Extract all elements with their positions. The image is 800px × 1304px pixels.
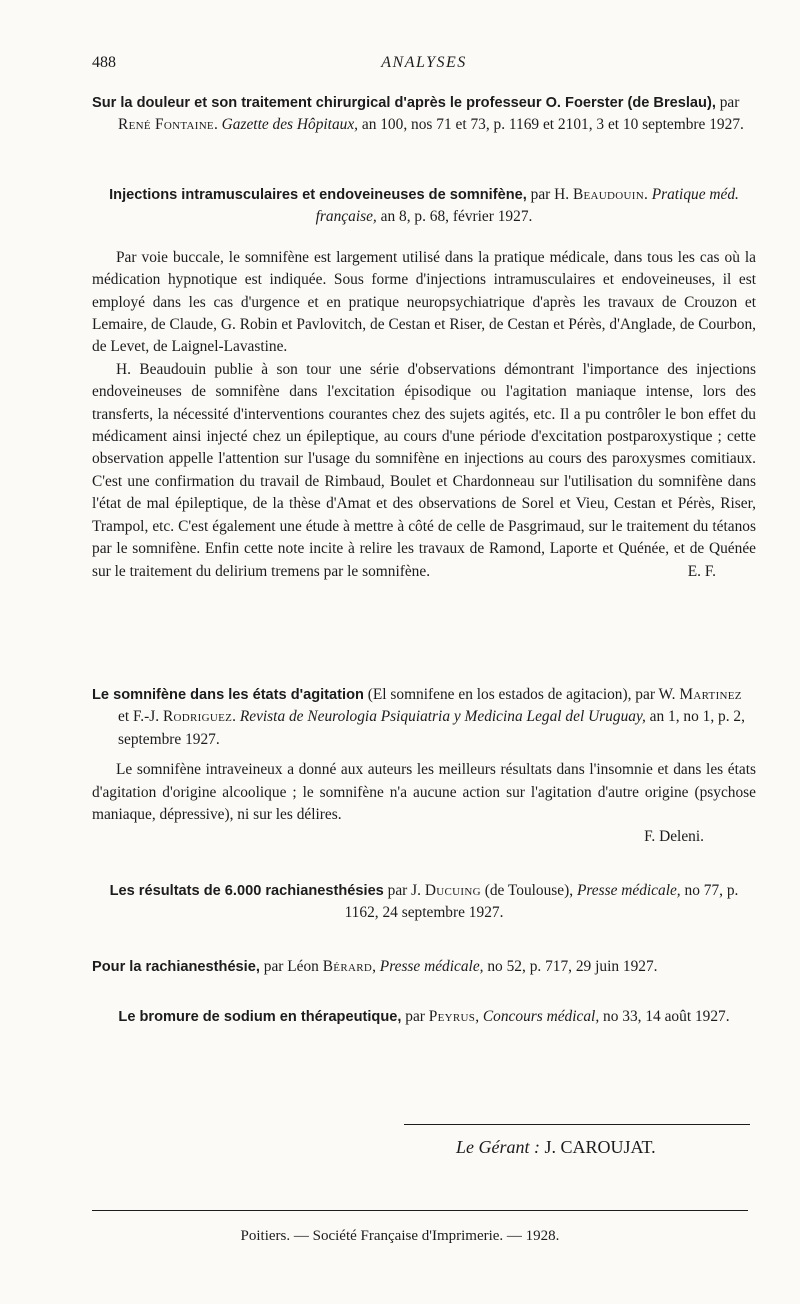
entry-journal: Presse médicale, [576, 882, 681, 899]
entry-author: Martinez [679, 686, 742, 703]
gerant-signature: Le Gérant : J. CAROUJAT. [456, 1137, 656, 1157]
entry-title: Sur la douleur et son traitement chirurgical d'après le professeur O. Foerster (de Breslau), [92, 95, 716, 111]
abstract-paragraph: Par voie buccale, le somnifène est largement utilisé dans la pratique médicale, dans tous les cas où la médication hypnotique est indiquée. Sous forme d'injections intramusculaires et endoveineuses, il est employé dans les cas d'urgence et en pratique neuropsychiatrique d'après les travaux de Crouzon et Lemaire, de Claude, G. Robin et Pavlovitch, de Cestan et Riser, de Cestan et Pérès, d'Anglade, de Courbon, de Levet, de Laignel-Lavastine. [92, 248, 756, 356]
entry-reference: an 1, no 1, p. 2, septembre 1927. [118, 708, 745, 748]
signature: F. Deleni. [644, 828, 704, 846]
entry-title: Les résultats de 6.000 rachianesthésies [109, 883, 384, 899]
page-number: 488 [92, 54, 116, 71]
entry-journal: Gazette des Hôpitaux, [221, 116, 359, 134]
entry-reference: no 33, 14 août 1927. [599, 1008, 730, 1025]
abstract-paragraph: Le somnifène intraveineux a donné aux auteurs les meilleurs résultats dans l'insomnie et dans les états d'agitation d'origine alcoolique ; le somnifène n'a aucune action sur l'agitation d'autre origine (psychose maniaque, dépressive), ni sur les délires. [92, 761, 756, 824]
page-header [92, 54, 756, 78]
entry-author: Rodriguez [162, 708, 233, 726]
footer-rule [92, 1210, 748, 1211]
entry-author: Ducuing [424, 882, 481, 899]
printer-imprint: Poitiers. — Société Française d'Imprimerie. — 1928. [240, 1228, 560, 1244]
entry-peyrus: Le bromure de sodium en thérapeutique, par Peyrus, Concours médical, no 33, 14 août 1927. [118, 1008, 730, 1025]
entry-martinez: Le somnifène dans les états d'agitation (El somnifene en los estados de agitacion), par W. Martinez et F.-J. Rodriguez. Revista de Neurologia Psiquiatria y Medicina Legal del Uruguay, an 1, no 1, p. 2, septembre 1927. Le somnifène intraveineux a donné aux auteurs les meilleurs résultats dans l'insomnie et dans les états d'agitation d'origine alcoolique ; le somnifène n'a aucune action sur l'agitation d'autre origine (psychose maniaque, dépressive), ni sur les délires. F. Deleni. [92, 684, 756, 849]
entry-author: Beaudouin [572, 186, 644, 203]
divider-rule [404, 1124, 750, 1125]
entry-author: Peyrus [428, 1008, 476, 1025]
entry-reference: no 77, p. 1162, 24 septembre 1927. [344, 882, 739, 922]
entry-title: Le somnifène dans les états d'agitation [92, 687, 364, 703]
entry-berard: Pour la rachianesthésie, par Léon Bérard, Presse médicale, no 52, p. 717, 29 juin 1927. [92, 958, 658, 975]
entry-title: Injections intramusculaires et endoveineuses de somnifène, [109, 187, 527, 203]
entry-author: Bérard [322, 958, 373, 975]
entry-journal: Presse médicale, [379, 958, 484, 975]
entry-foerster: Sur la douleur et son traitement chirurgical d'après le professeur O. Foerster (de Breslau), par René Fontaine. Gazette des Hôpitaux, an 100, nos 71 et 73, p. 1169 et 2101, 3 et 10 septembre 1927. [92, 94, 744, 134]
entry-reference: an 8, p. 68, février 1927. [376, 208, 533, 226]
entry-reference: no 52, p. 717, 29 juin 1927. [483, 958, 658, 975]
running-title: ANALYSES [381, 54, 467, 71]
entry-beaudouin: Injections intramusculaires et endoveineuses de somnifène, par H. Beaudouin. Pratique méd. française, an 8, p. 68, février 1927. Par voie buccale, le somnifène est largement utilisé dans la pratique médicale, dans tous les cas où la médication hypnotique est indiquée. Sous forme d'injections intramusculaires et endoveineuses, il est employé dans les cas d'urgence et en pratique neuropsychiatrique d'après les travaux de Crouzon et Lemaire, de Claude, G. Robin et Pavlovitch, de Cestan et Riser, de Cestan et Pérès, d'Anglade, de Courbon, de Levet, de Laignel-Lavastine. H. Beaudouin publie à son tour une série d'observations démontrant l'importance des injections endoveineuses de somnifène dans l'excitation épisodique ou l'agitation maniaque intense, lors des transferts, la nécessité d'interventions courantes chez des sujets agités, etc. Il a pu contrôler le bon effet du médicament ainsi injecté chez un épileptique, au cours d'une période d'excitation postparoxystique ; cette observation appelle l'attention sur l'usage du somnifène en injections au cours des paroxysmes comitiaux. C'est une confirmation du travail de Rimbaud, Boulet et Chardonneau sur l'utilisation du somnifène dans l'état de mal épileptique, de la thèse d'Amat et des observations de Sorel et Vieu, Cestan et Pérès, Riser, Trampol, etc. C'est également une étude à mettre à côté de celle de Pasgrimaud, sur le traitement du tétanos par le somnifène. Enfin cette note incite à relire les travaux de Ramond, Laporte et Quénée, et de Quénée sur le traitement du delirium tremens par le somnifène. E. F. [92, 184, 756, 583]
entry-journal: Pratique méd. française, [315, 186, 739, 226]
abstract-paragraph: H. Beaudouin publie à son tour une série d'observations démontrant l'importance des injections endoveineuses de somnifène dans l'excitation épisodique ou l'agitation maniaque intense, lors des transferts, la nécessité d'interventions courantes chez des sujets agités, etc. Il a pu contrôler le bon effet du médicament ainsi injecté chez un épileptique, au cours d'une période d'excitation postparoxystique ; cette observation appelle l'attention sur l'usage du somnifène en injections au cours des paroxysmes comitiaux. C'est une confirmation du travail de Rimbaud, Boulet et Chardonneau sur l'utilisation du somnifène dans l'état de mal épileptique, de la thèse d'Amat et des observations de Sorel et Vieu, Cestan et Pérès, Riser, Trampol, etc. C'est également une étude à mettre à côté de celle de Pasgrimaud, sur le traitement du tétanos par le somnifène. Enfin cette note incite à relire les travaux de Ramond, Laporte et Quénée, et de Quénée sur le traitement du delirium tremens par le somnifène. [92, 360, 756, 580]
signature: E. F. [687, 562, 716, 580]
entry-ducuing: Les résultats de 6.000 rachianesthésies par J. Ducuing (de Toulouse), Presse médicale, no 77, p. 1162, 24 septembre 1927. [109, 882, 739, 922]
entry-journal: Concours médical, [482, 1008, 600, 1025]
entry-title: Le bromure de sodium en thérapeutique, [118, 1009, 402, 1025]
entry-reference: an 100, nos 71 et 73, p. 1169 et 2101, 3 et 10 septembre 1927. [358, 116, 744, 134]
entry-title: Pour la rachianesthésie, [92, 959, 260, 975]
entry-author: René Fontaine [118, 116, 214, 134]
entry-journal: Revista de Neurologia Psiquiatria y Medicina Legal del Uruguay, [239, 708, 646, 726]
